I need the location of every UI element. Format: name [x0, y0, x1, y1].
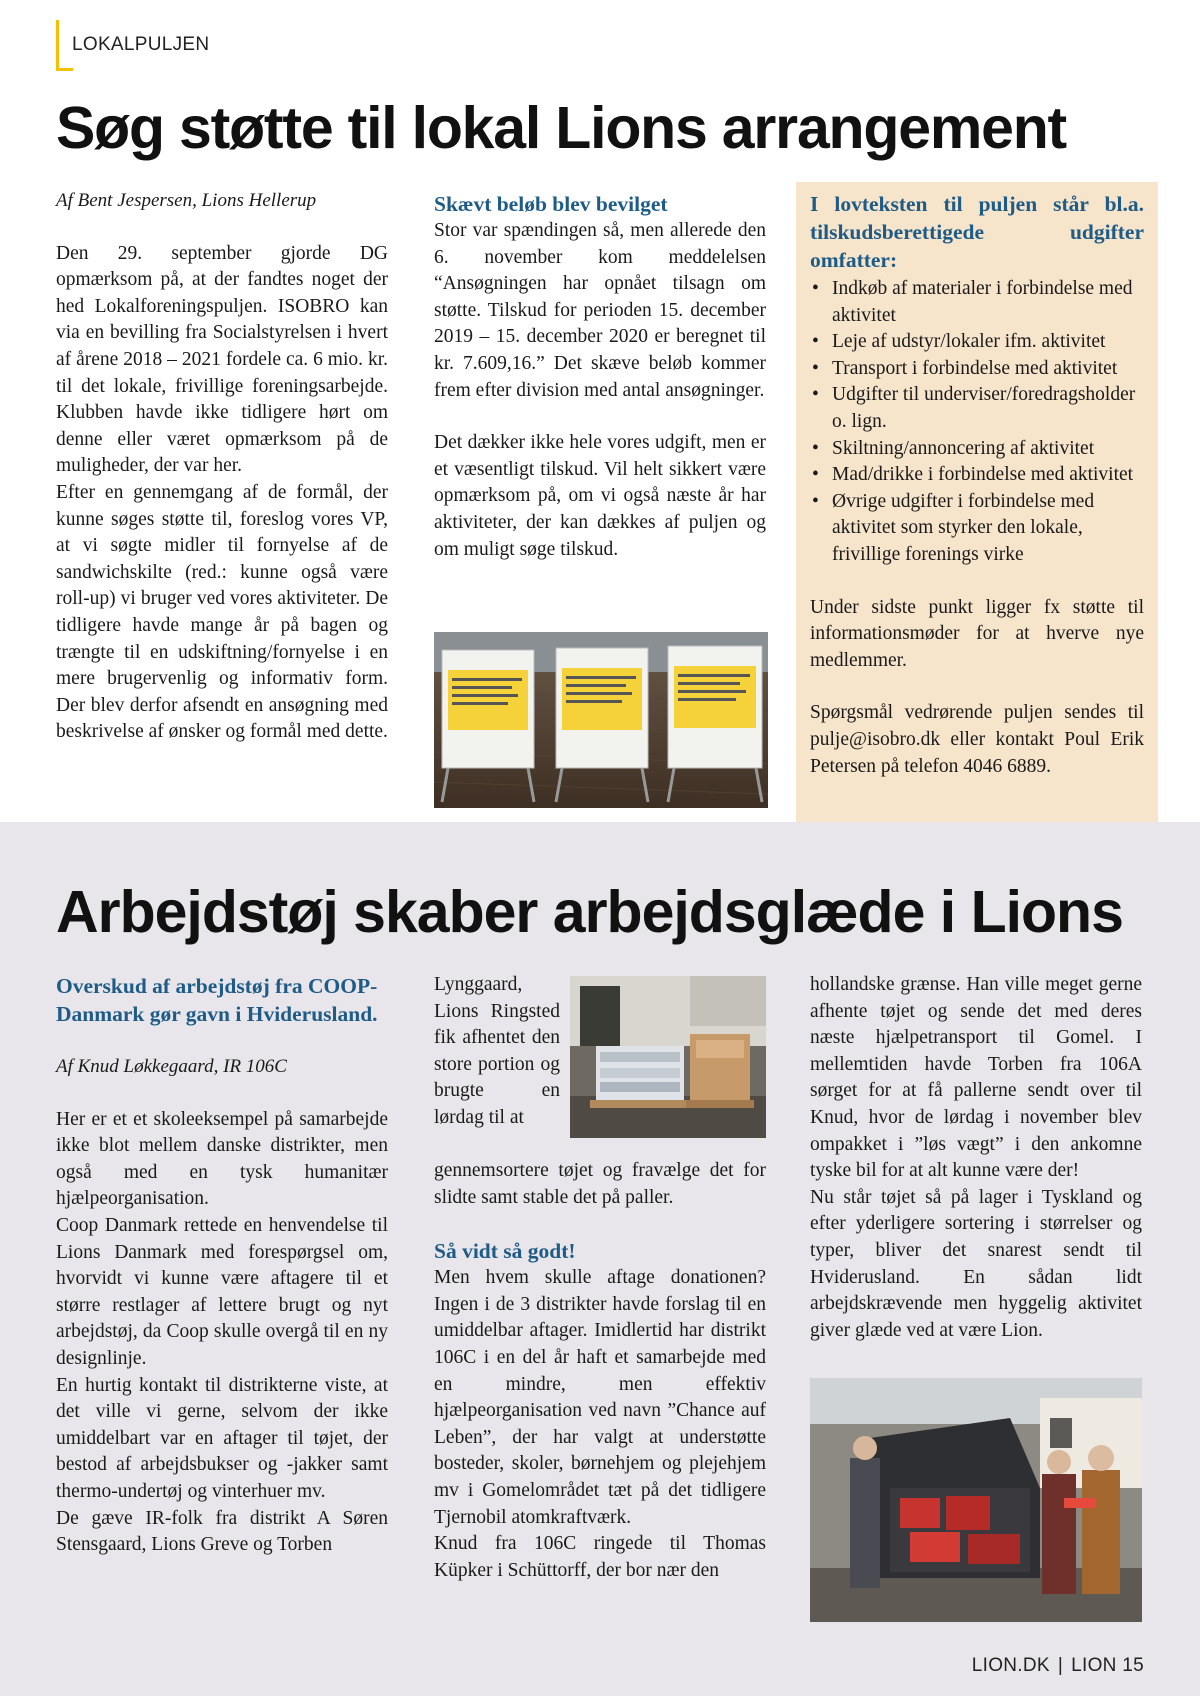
- article1-paragraph: Den 29. september gjorde DG opmærksom på, at der fandtes noget der hed Lokalforeningspuljen. ISOBRO kan via en bevilling fra Socialstyrelsen i hvert af årene 2018 – 2021 fordele ca. 6 mio. kr. til det lokale, frivillige foreningsarbejde. Klubben havde ikke tidligere hørt om denne eller været opmærksom på de muligheder, der var her.: [56, 242, 388, 477]
- article2-byline: Af Knud Løkkegaard, IR 106C: [56, 1056, 287, 1077]
- article2-paragraph: De gæve IR-folk fra distrikt A Søren Stensgaard, Lions Greve og Torben: [56, 1507, 388, 1556]
- article2-column-2: [434, 1158, 766, 1584]
- list-item: • Leje af udstyr/lokaler ifm. aktivitet: [810, 329, 1144, 356]
- page-footer: [972, 1655, 1144, 1677]
- box-note: Under sidste punkt ligger fx støtte til informationsmøder for at hverve nye medlemmer.: [810, 596, 1144, 671]
- article2-subheading: Så vidt så godt!: [434, 1239, 576, 1264]
- article2-lead: Overskud af arbejdstøj fra COOP-Danmark gør gavn i Hviderusland.: [56, 974, 378, 1026]
- article2-column-1: [56, 972, 388, 1559]
- section-label: LOKALPULJEN: [72, 34, 210, 55]
- article2-paragraph: Knud fra 106C ringede til Thomas Küpker i Schüttorff, der bor nær den: [434, 1533, 766, 1581]
- article2-paragraph: Coop Danmark rettede en henvendelse til Lions Danmark med forespørgsel om, hvorvidt vi kunne være aftagere til et større restlager af lettere brugt og nyt arbejdstøj, da Coop skulle overgå til en ny designlinje.: [56, 1214, 388, 1369]
- article2-paragraph: gennemsortere tøjet og fravælge det for slidte samt stable det på paller.: [434, 1160, 766, 1208]
- article1-paragraph: Det dækker ikke hele vores udgift, men er et væsentligt tilskud. Vil helt sikkert være opmærksom på, om vi også næste år har aktiviteter, der kan dækkes af puljen og om muligt søge tilskud.: [434, 432, 766, 560]
- article2-paragraph: Lynggaard, Lions Ringsted fik afhentet den store portion og brugte en lørdag til at: [434, 974, 560, 1128]
- article1-title: Søg støtte til lokal Lions arrangement: [56, 95, 1067, 161]
- article2-column-3: [810, 972, 1142, 1344]
- box-contact: Spørgsmål vedrørende puljen sendes til pulje@isobro.dk eller kontakt Poul Erik Petersen på telefon 4046 6889.: [810, 702, 1144, 777]
- page-number: LION 15: [1071, 1655, 1144, 1676]
- box-heading: I lovteksten til puljen står bl.a. tilskudsberettigede udgifter omfatter:: [810, 192, 1144, 272]
- article1-column-1: [56, 188, 388, 746]
- article1-subheading: Skævt beløb blev bevilget: [434, 192, 668, 216]
- expense-list: [810, 276, 1144, 569]
- article1-paragraph: Stor var spændingen så, men allerede den 6. november kom meddelelsen “Ansøgningen har opnået tilsagn om støtte. Tilskud for perioden 15. december 2019 – 15. december 2020 er beregnet til kr. 7.609,16.” Det skæve beløb kommer frem efter division med antal ansøgninger.: [434, 220, 766, 401]
- section-marker: [56, 20, 73, 71]
- list-item: • Mad/drikke i forbindelse med aktivitet: [810, 462, 1144, 489]
- car-loading-photo: [810, 1378, 1142, 1622]
- article2-paragraph: Men hvem skulle aftage donationen? Ingen i de 3 distrikter havde forslag til en umiddelbar aftager. Imidlertid har distrikt 106C i en del år haft et samarbejde med en mindre, men effektiv hjælpeorganisation ved navn ”Chance auf Leben”, der har valgt at understøtte bosteder, skoler, børnehjem og plejehjem mv i Gomelområdet tæt på det tidligere Tjernobil atomkraftværk.: [434, 1267, 766, 1528]
- list-item: • Skiltning/annoncering af aktivitet: [810, 436, 1144, 463]
- footer-site: LION.DK: [971, 1655, 1050, 1676]
- article1-paragraph: Efter en gennemgang af de formål, der kunne søges støtte til, foreslog vores VP, at vi søgte midler til fornyelse af de sandwichskilte (red.: kunne også være roll-up) vi bruger ved vores aktiviteter. De tidligere havde mange år på bagen og trængte til en udskiftning/fornyelse i en mere brugervenlig og informativ form. Der blev derfor afsendt en ansøgning med beskrivelse af ønsker og formål med dette.: [56, 481, 388, 743]
- pallets-photo: [570, 976, 766, 1138]
- article1-byline: Af Bent Jespersen, Lions Hellerup: [56, 190, 317, 211]
- sandwich-signs-photo: [434, 632, 768, 808]
- article2-wrap-text: [434, 972, 560, 1132]
- grant-rules-box: [796, 182, 1158, 844]
- article2-title: Arbejdstøj skaber arbejdsglæde i Lions: [56, 879, 1123, 945]
- footer-separator: |: [1057, 1655, 1064, 1676]
- list-item: • Indkøb af materialer i forbindelse med aktivitet: [810, 276, 1144, 329]
- article2-paragraph: hollandske grænse. Han ville meget gerne afhente tøjet og sende det med deres næste hjælpetransport til Gomel. I mellemtiden havde Torben fra 106A sørget for at få pallerne sendt over til Knud, hvor de lørdag i november blev ompakket i ”løs vægt” i den ankomne tyske bil for at alt kunne være der!: [810, 974, 1142, 1182]
- list-item: • Øvrige udgifter i forbindelse med aktivitet som styrker den lokale, frivillige forenings virke: [810, 489, 1144, 569]
- list-item: • Transport i forbindelse med aktivitet: [810, 356, 1144, 383]
- article2-paragraph: En hurtig kontakt til distrikterne viste, at det ville vi gerne, selvom der ikke umiddelbart var en aftager til tøjet, der bestod af arbejdsbukser og -jakker samt thermo-undertøj og vinterhuer mv.: [56, 1374, 388, 1502]
- article1-column-2: [434, 190, 766, 563]
- article2-paragraph: Her er et et skoleeksempel på samarbejde ikke blot mellem danske distrikter, men også med en tysk humanitær hjælpeorganisation.: [56, 1108, 388, 1210]
- article2-paragraph: Nu står tøjet så på lager i Tyskland og efter yderligere sortering i størrelser og typer, bliver det snarest sendt til Hviderusland. En sådan lidt arbejdskrævende men hyggelig aktivitet giver glæde ved at være Lion.: [810, 1186, 1142, 1341]
- list-item: • Udgifter til underviser/foredragsholder o. lign.: [810, 382, 1144, 435]
